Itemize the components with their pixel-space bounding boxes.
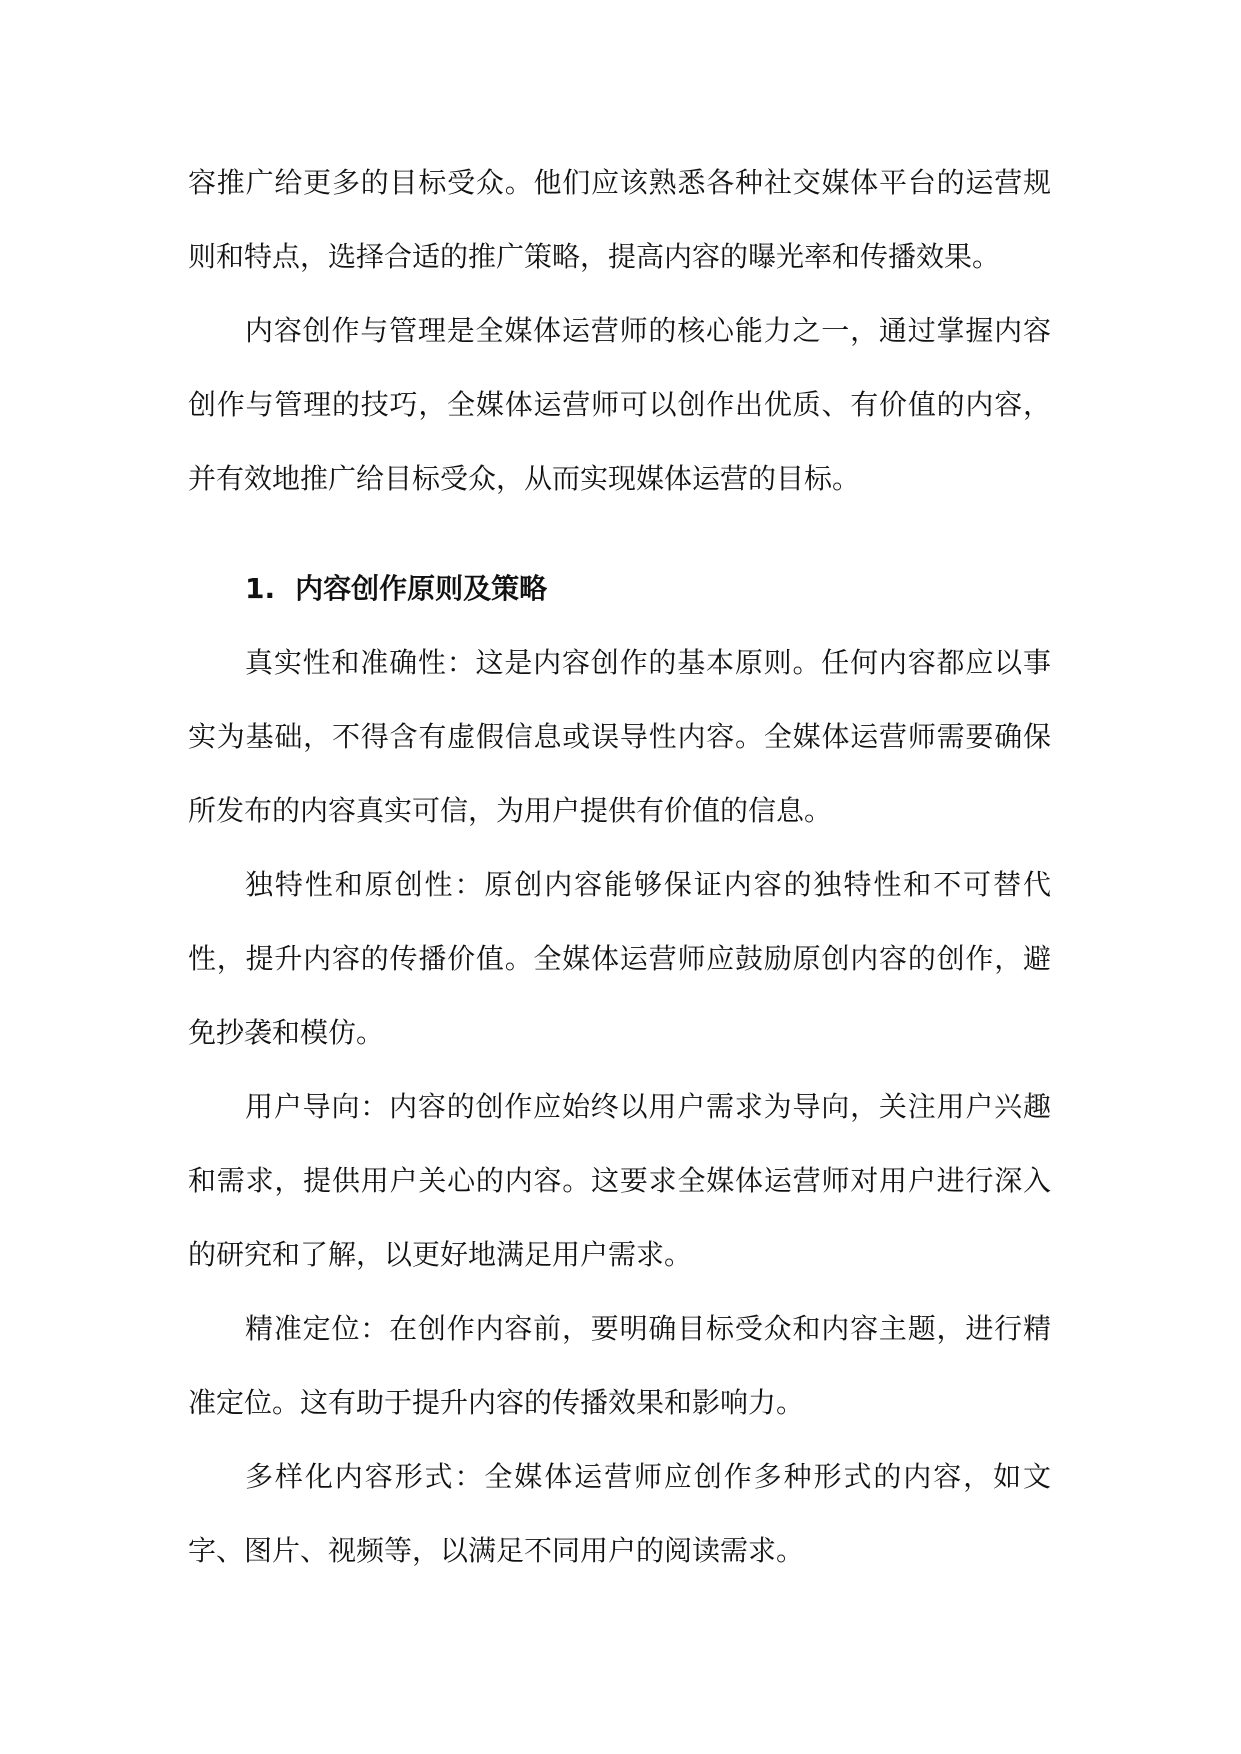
document-body — [188, 146, 1051, 1588]
paragraph-originality: 独特性和原创性：原创内容能够保证内容的独特性和不可替代性，提升内容的传播价值。全媒体运营师应鼓励原创内容的创作，避免抄袭和模仿。 — [188, 868, 1051, 1049]
section-title: 内容创作原则及策略 — [295, 572, 548, 605]
paragraph-authenticity: 真实性和准确性：这是内容创作的基本原则。任何内容都应以事实为基础，不得含有虚假信息或误导性内容。全媒体运营师需要确保所发布的内容真实可信，为用户提供有价值的信息。 — [188, 646, 1051, 827]
paragraph-user-oriented: 用户导向：内容的创作应始终以用户需求为导向，关注用户兴趣和需求，提供用户关心的内容。这要求全媒体运营师对用户进行深入的研究和了解，以更好地满足用户需求。 — [188, 1090, 1051, 1271]
section-heading — [188, 552, 1051, 626]
paragraph-summary: 内容创作与管理是全媒体运营师的核心能力之一，通过掌握内容创作与管理的技巧，全媒体运营师可以创作出优质、有价值的内容，并有效地推广给目标受众，从而实现媒体运营的目标。 — [188, 314, 1051, 495]
paragraph-diverse-forms: 多样化内容形式：全媒体运营师应创作多种形式的内容，如文字、图片、视频等，以满足不同用户的阅读需求。 — [188, 1460, 1051, 1567]
paragraph-continuation: 容推广给更多的目标受众。他们应该熟悉各种社交媒体平台的运营规则和特点，选择合适的推广策略，提高内容的曝光率和传播效果。 — [188, 166, 1051, 273]
paragraph-positioning: 精准定位：在创作内容前，要明确目标受众和内容主题，进行精准定位。这有助于提升内容的传播效果和影响力。 — [188, 1312, 1051, 1419]
section-number: 1. — [245, 572, 276, 605]
